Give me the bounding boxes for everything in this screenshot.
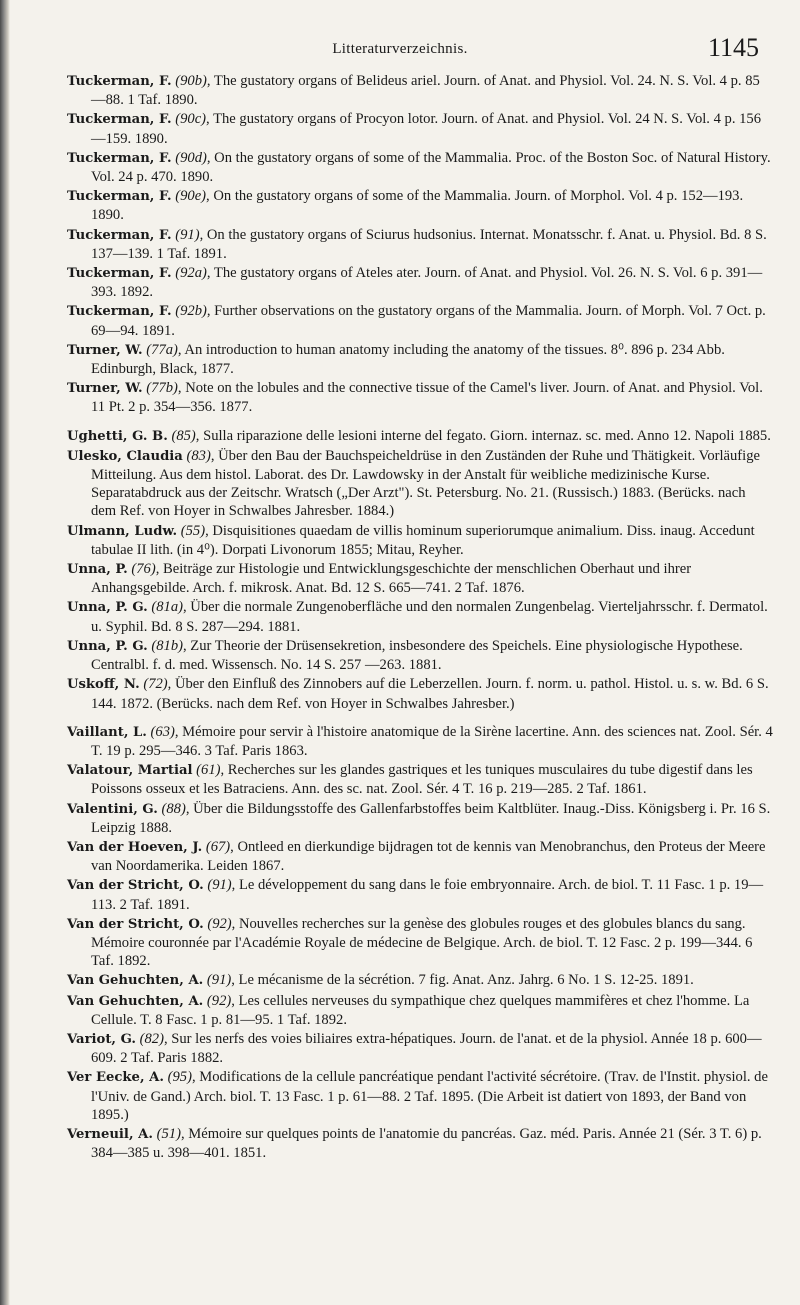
- entry-reference-code: (92b): [175, 303, 207, 320]
- bibliography-entry: [67, 379, 773, 416]
- entry-citation-text: , Über den Bau der Bauchspeicheldrüse in den Zuständen der Ruhe und Thätigkeit. Vorläufige Mitteilung. Aus dem histol. Laborat. des Dr. Lawdowsky in der Anstalt für weibliche medizinische Kurse. Separatabdruck aus der Zeitschr. Wratsch („Der Arzt"). St. Petersburg. No. 21. (Russisch.) 1883. (Berücks. nach dem Ref. von Hoyer in Schwalbes Jahresber. 1884.): [91, 447, 760, 520]
- entry-author: Van der Stricht, O.: [67, 916, 204, 932]
- entry-author: Tuckerman, F.: [67, 227, 172, 243]
- entry-reference-code: (90d): [175, 149, 207, 166]
- bibliography-entry: [67, 302, 773, 339]
- entry-citation-text: , On the gustatory organs of Sciurus hudsonius. Internat. Monatsschr. f. Anat. u. Physiol. Bd. 8 S. 137—139. 1 Taf. 1891.: [91, 226, 767, 262]
- entry-citation-text: , Le mécanisme de la sécrétion. 7 fig. Anat. Anz. Jahrg. 6 No. 1 S. 12-25. 1891.: [231, 972, 694, 989]
- entry-reference-code: (90c): [175, 111, 207, 128]
- bibliography-entry: [67, 675, 773, 712]
- entry-reference-code: (72): [143, 676, 168, 693]
- entry-citation-text: , Über den Einfluß des Zinnobers auf die Leberzellen. Journ. f. norm. u. pathol. Histol. u. s. w. Bd. 6 S. 144. 1872. (Berücks. nach dem Ref. von Hoyer in Schwalbes Jahresber.): [91, 676, 769, 712]
- entry-reference-code: (77b): [146, 380, 178, 397]
- entry-reference-code: (85): [171, 427, 196, 444]
- entry-reference-code: (90e): [175, 188, 207, 205]
- bibliography-entry: [67, 1125, 773, 1162]
- entry-author: Tuckerman, F.: [67, 304, 172, 320]
- entry-reference-code: (90b): [175, 73, 207, 89]
- entry-author: Van der Hoeven, J.: [67, 839, 203, 855]
- entry-citation-text: , Further observations on the gustatory organs of the Mammalia. Journ. of Morph. Vol. 7 Oct. p. 69—94. 1891.: [91, 303, 766, 339]
- bibliography-entry: [67, 800, 773, 837]
- entry-author: Van Gehuchten, A.: [67, 973, 204, 989]
- entry-reference-code: (91): [207, 877, 232, 894]
- entry-citation-text: , The gustatory organs of Ateles ater. Journ. of Anat. and Physiol. Vol. 26. N. S. Vol. 6 p. 391—393. 1892.: [91, 265, 763, 301]
- entry-citation-text: , Ontleed en dierkundige bijdragen tot de kennis van Menobranchus, den Proteus der Meere van Noordamerika. Leiden 1867.: [91, 838, 766, 875]
- bibliography-entry: [67, 72, 773, 109]
- entry-citation-text: , On the gustatory organs of some of the Mammalia. Proc. of the Boston Soc. of Natural History. Vol. 24 p. 470. 1890.: [91, 149, 771, 186]
- entry-reference-code: (91): [206, 972, 232, 989]
- entry-author: Van Gehuchten, A.: [67, 993, 204, 1009]
- bibliography-entry: [67, 876, 773, 913]
- entry-reference-code: (92a): [175, 265, 207, 282]
- entry-reference-code: (81a): [151, 599, 183, 616]
- entry-reference-code: (67): [205, 838, 231, 855]
- entry-citation-text: , Mémoire pour servir à l'histoire anatomique de la Sirène lacertine. Ann. des sciences nat. Zool. Sér. 4 T. 19 p. 295—346. 3 Taf. Paris 1863.: [91, 723, 773, 759]
- bibliography-entry: [67, 427, 773, 446]
- entry-author: Tuckerman, F.: [67, 74, 172, 89]
- running-title: Litteraturverzeichnis.: [332, 41, 468, 57]
- bibliography-entry: [67, 915, 773, 971]
- entry-citation-text: , Le développement du sang dans le foie embryonnaire. Arch. de biol. T. 11 Fasc. 1 p. 19—113. 2 Taf. 1891.: [91, 877, 764, 913]
- entry-author: Unna, P.: [67, 562, 128, 578]
- entry-citation-text: , Recherches sur les glandes gastriques et les tuniques musculaires du tube digestif dans les Poissons osseux et les Batraciens. Ann. des sc. nat. Zool. Sér. 4 T. 16 p. 219—285. 2 Taf. 1861.: [91, 762, 753, 798]
- entry-author: Turner, W.: [67, 381, 143, 397]
- entry-reference-code: (92): [206, 992, 232, 1009]
- entry-citation-text: , Mémoire sur quelques points de l'anatomie du pancréas. Gaz. méd. Paris. Année 21 (Sér. 3 T. 6) p. 384—385 u. 398—401. 1851.: [91, 1125, 762, 1162]
- entry-author: Tuckerman, F.: [67, 266, 172, 282]
- entry-author: Ulmann, Ludw.: [67, 523, 178, 539]
- entry-author: Valatour, Martial: [67, 763, 193, 779]
- entry-reference-code: (77a): [146, 341, 178, 358]
- bibliography-entry: [67, 560, 773, 597]
- entry-citation-text: , Les cellules nerveuses du sympathique chez quelques mammifères et chez l'homme. La Cellule. T. 8 Fasc. 1 p. 81—95. 1 Taf. 1892.: [91, 992, 750, 1028]
- entry-author: Van der Stricht, O.: [67, 878, 204, 894]
- entry-citation-text: , Zur Theorie der Drüsensekretion, insbesondere des Speichels. Eine physiologische Hypothese. Centralbl. f. d. med. Wissensch. No. 14 S. 257 —263. 1881.: [91, 637, 743, 674]
- bibliography-entry: [67, 992, 773, 1029]
- bibliography-entry: [67, 1030, 773, 1067]
- entry-citation-text: , Nouvelles recherches sur la genèse des globules rouges et des globules blancs du sang. Mémoire couronnée par l'Académie Royale de médecine de Belgique. Arch. de biol. T. 12 Fasc. 2 p. 199—344. 6 Taf. 1892.: [91, 915, 753, 970]
- entry-reference-code: (95): [167, 1069, 192, 1086]
- bibliography-entry: [67, 264, 773, 301]
- entry-author: Tuckerman, F.: [67, 112, 172, 128]
- bibliography-entry: [67, 637, 773, 674]
- entry-citation-text: , Note on the lobules and the connective tissue of the Camel's liver. Journ. of Anat. and Physiol. Vol. 11 Pt. 2 p. 354—356. 1877.: [91, 380, 763, 416]
- entry-author: Vaillant, L.: [67, 724, 147, 740]
- entry-citation-text: , An introduction to human anatomy including the anatomy of the tissues. 8⁰. 896 p. 234 Abb. Edinburgh, Black, 1877.: [91, 341, 725, 378]
- entry-citation-text: , On the gustatory organs of some of the Mammalia. Journ. of Morphol. Vol. 4 p. 152—193. 1890.: [91, 188, 744, 224]
- bibliography-entry: [67, 723, 773, 760]
- entry-citation-text: , The gustatory organs of Procyon lotor. Journ. of Anat. and Physiol. Vol. 24 N. S. Vol. 4 p. 156—159. 1890.: [91, 111, 762, 147]
- entry-reference-code: (81b): [151, 637, 183, 654]
- entry-author: Turner, W.: [67, 342, 143, 358]
- entry-reference-code: (55): [180, 522, 206, 539]
- entry-citation-text: , Sur les nerfs des voies biliaires extra-hépatiques. Journ. de l'anat. et de la physiol. Année 18 p. 600—609. 2 Taf. Paris 1882.: [91, 1030, 762, 1067]
- bibliography-entry: [67, 761, 773, 798]
- entry-reference-code: (91): [175, 226, 200, 243]
- entry-reference-code: (83): [186, 447, 211, 464]
- bibliography-entry: [67, 149, 773, 186]
- entry-author: Tuckerman, F.: [67, 189, 172, 205]
- bibliography-list: [67, 72, 773, 1163]
- bibliography-entry: [67, 110, 773, 147]
- bibliography-entry: [67, 447, 773, 521]
- entry-citation-text: , Modifications de la cellule pancréatique pendant l'activité sécrétoire. (Trav. de l'Instit. physiol. de l'Univ. de Gand.) Arch. biol. T. 13 Fasc. 1 p. 61—88. 2 Taf. 1895. (Die Arbeit ist datiert von 1893, der Band von 1895.): [91, 1069, 768, 1123]
- bibliography-entry: [67, 838, 773, 875]
- entry-author: Tuckerman, F.: [67, 150, 172, 166]
- bibliography-entry: [67, 187, 773, 224]
- running-header: [0, 33, 800, 69]
- bibliography-entry: [67, 522, 773, 559]
- bibliography-entry: [67, 1068, 773, 1124]
- entry-author: Uskoff, N.: [67, 677, 140, 693]
- bibliography-entry: [67, 971, 773, 990]
- entry-reference-code: (61): [196, 762, 221, 779]
- entry-author: Ver Eecke, A.: [67, 1070, 164, 1086]
- entry-author: Variot, G.: [67, 1031, 136, 1047]
- entry-reference-code: (92): [207, 915, 232, 932]
- entry-citation-text: , Beiträge zur Histologie und Entwicklungsgeschichte der menschlichen Oberhaut und ihrer Anhangsgebilde. Arch. f. mikrosk. Anat. Bd. 12 S. 665—741. 2 Taf. 1876.: [91, 561, 692, 597]
- entry-citation-text: , Sulla riparazione delle lesioni interne del fegato. Giorn. internaz. sc. med. Anno 12. Napoli 1885.: [195, 427, 771, 444]
- entry-reference-code: (88): [161, 800, 186, 817]
- entry-reference-code: (76): [131, 561, 156, 578]
- entry-citation-text: , The gustatory organs of Belideus ariel. Journ. of Anat. and Physiol. Vol. 24. N. S. Vol. 4 p. 85—88. 1 Taf. 1890.: [91, 73, 760, 109]
- bibliography-entry: [67, 598, 773, 635]
- page-number: 1145: [707, 33, 759, 62]
- page-binding-edge: [0, 0, 10, 1305]
- entry-citation-text: , Über die Bildungsstoffe des Gallenfarbstoffes beim Kaltblüter. Inaug.-Diss. Königsberg i. Pr. 16 S. Leipzig 1888.: [91, 800, 771, 836]
- entry-reference-code: (51): [156, 1125, 181, 1142]
- entry-author: Ughetti, G. B.: [67, 428, 168, 444]
- entry-reference-code: (82): [139, 1030, 164, 1047]
- entry-author: Verneuil, A.: [67, 1126, 153, 1142]
- entry-author: Unna, P. G.: [67, 600, 148, 616]
- bibliography-entry: [67, 341, 773, 378]
- entry-author: Ulesko, Claudia: [67, 448, 183, 464]
- entry-citation-text: , Über die normale Zungenoberfläche und den normalen Zungenbelag. Vierteljahrsschr. f. Dermatol. u. Syphil. Bd. 8 S. 287—294. 1881.: [91, 599, 768, 635]
- bibliography-entry: [67, 226, 773, 263]
- entry-author: Unna, P. G.: [67, 638, 148, 654]
- entry-reference-code: (63): [150, 723, 175, 740]
- entry-author: Valentini, G.: [67, 801, 158, 817]
- entry-citation-text: , Disquisitiones quaedam de villis hominum superiorumque animalium. Diss. inaug. Accedunt tabulae II lith. (in 4⁰). Dorpati Livonorum 1855; Mitau, Reyher.: [91, 522, 755, 558]
